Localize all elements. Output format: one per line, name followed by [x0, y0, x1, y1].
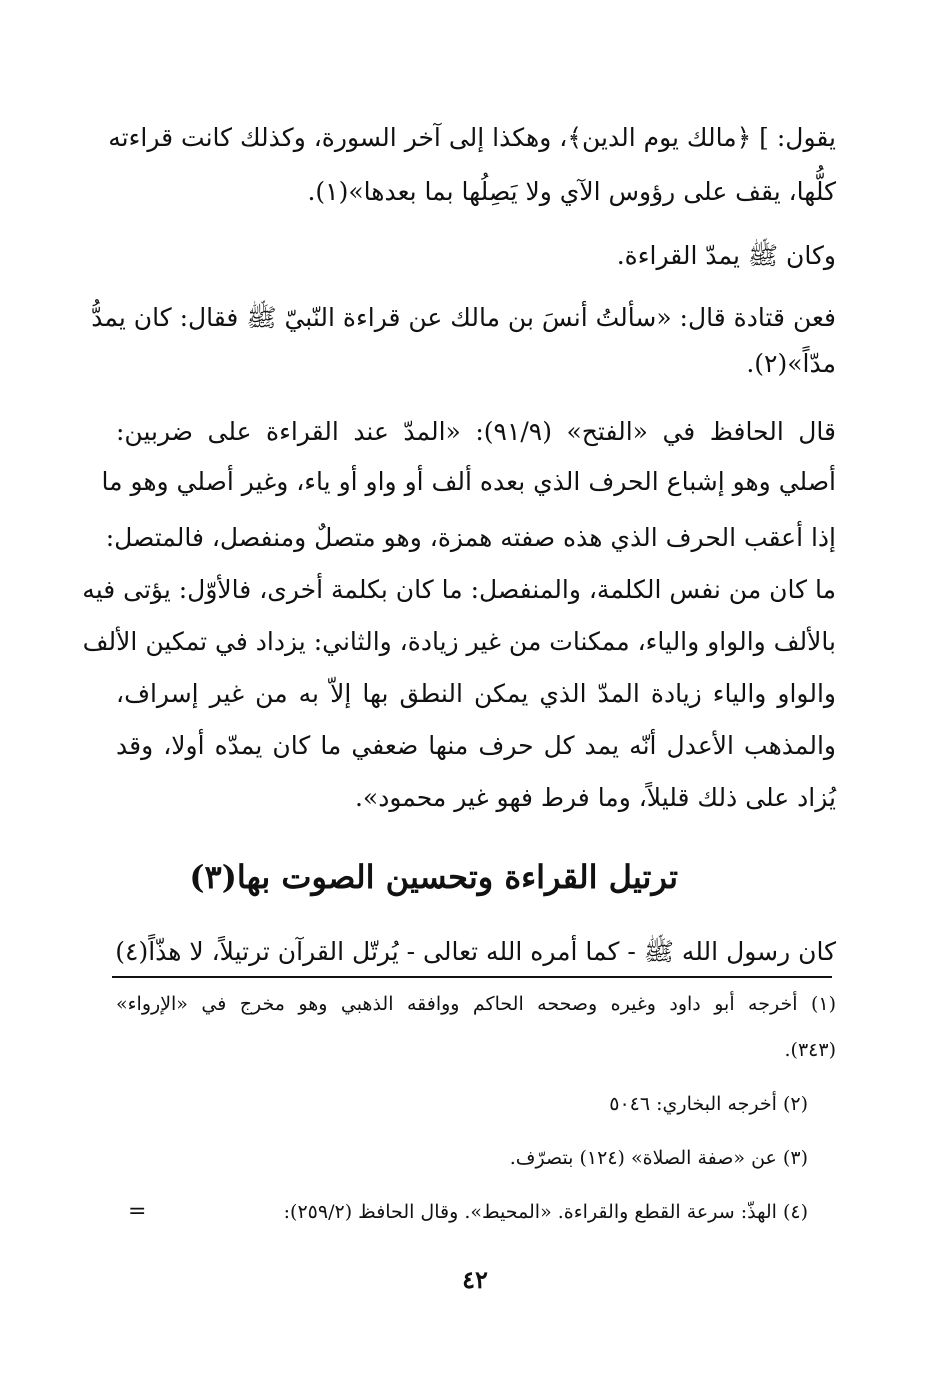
body-line-14: كان رسول الله ﷺ - كما أمره الله تعالى - يُرتّل القرآن ترتيلاً، لا هذّاً(٤): [115, 937, 836, 966]
body-line-10: بالألف والواو والياء، ممكنات من غير زيادة، والثاني: يزداد في تمكين الألف: [82, 627, 836, 656]
body-line-12: والمذهب الأعدل أنّه يمد كل حرف منها ضعفي ما كان يمدّه أولا، وقد: [116, 731, 836, 760]
body-line-8: إذا أعقب الحرف الذي هذه صفته همزة، وهو متصلٌ ومنفصل، فالمتصل:: [105, 523, 836, 552]
footnote-divider: [112, 976, 832, 978]
body-line-4: فعن قتادة قال: «سألتُ أنسَ بن مالك عن قراءة النّبيّ ﷺ فقال: كان يمدُّ: [91, 303, 836, 332]
body-line-7: أصلي وهو إشباع الحرف الذي بعده ألف أو واو أو ياء، وغير أصلي وهو ما: [101, 467, 836, 496]
body-line-9: ما كان من نفس الكلمة، والمنفصل: ما كان بكلمة أخرى، فالأوّل: يؤتى فيه: [82, 575, 836, 604]
body-line-3: وكان ﷺ يمدّ القراءة.: [616, 241, 836, 270]
body-line-1: يقول: ] ﴿مالك يوم الدين﴾، وهكذا إلى آخر السورة، وكذلك كانت قراءته: [108, 123, 836, 152]
footnote-3: (٣) عن «صفة الصلاة» (١٢٤) بتصرّف.: [509, 1147, 808, 1169]
body-line-13: يُزاد على ذلك قليلاً، وما فرط فهو غير محمود».: [354, 783, 836, 812]
footnote-2: (٢) أخرجه البخاري: ٥٠٤٦: [609, 1093, 808, 1115]
section-heading: ترتيل القراءة وتحسين الصوت بها(٣): [189, 858, 678, 896]
body-line-2: كلُّها، يقف على رؤوس الآي ولا يَصِلُها بما بعدها»(١).: [307, 177, 836, 206]
footnote-1: (١) أخرجه أبو داود وغيره وصححه الحاكم ووافقه الذهبي وهو مخرج في «الإرواء»: [116, 993, 836, 1015]
footnote-1-continued: (٣٤٣).: [784, 1039, 836, 1061]
footnote-4: (٤) الهذّ: سرعة القطع والقراءة. «المحيط». وقال الحافظ (٢٥٩/٢):: [283, 1201, 808, 1223]
body-line-5: مدّاً»(٢).: [746, 349, 836, 378]
footnote-continuation-mark: =: [128, 1199, 147, 1224]
page-number: ٤٢: [462, 1265, 488, 1294]
body-line-6: قال الحافظ في «الفتح» (٩١/٩): «المدّ عند القراءة على ضربين:: [116, 417, 836, 446]
body-line-11: والواو والياء زيادة المدّ الذي يمكن النطق بها إلاّ به من غير إسراف،: [116, 679, 836, 708]
